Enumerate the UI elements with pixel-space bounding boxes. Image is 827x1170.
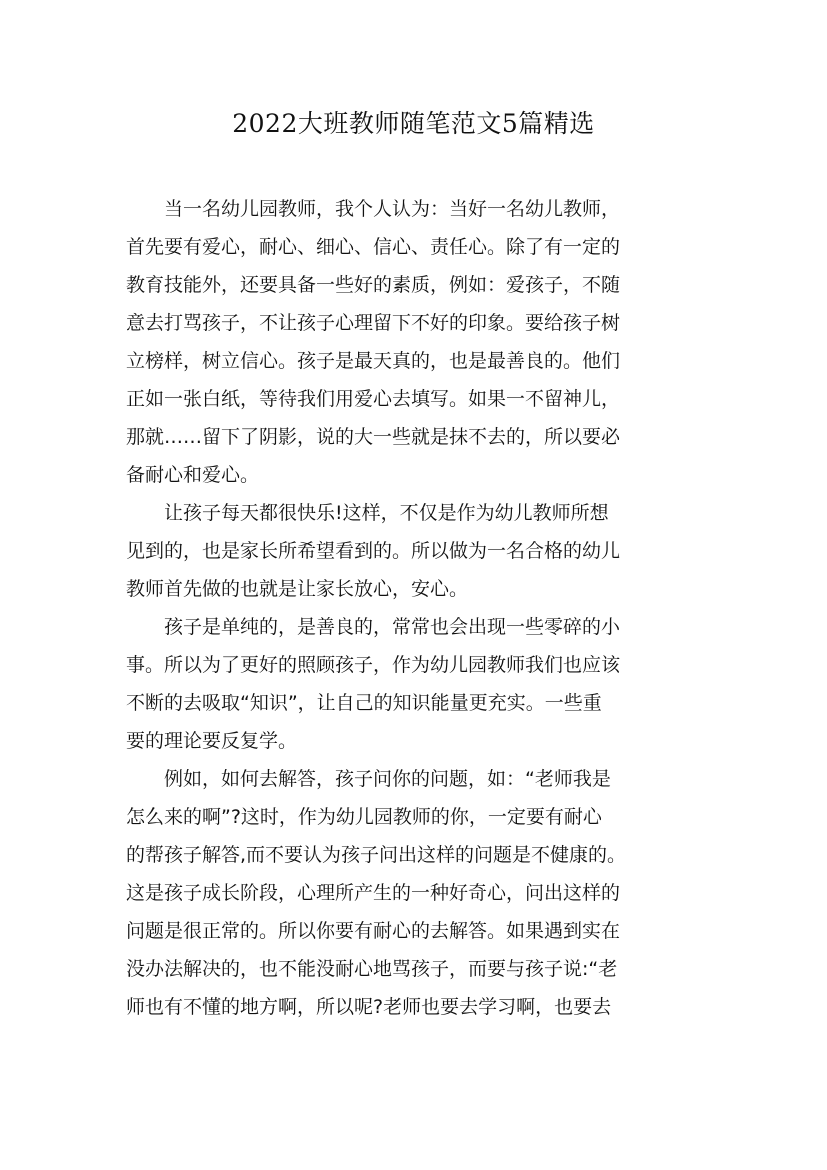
paragraph-line: 例如，如何去解答，孩子问你的问题，如：“老师我是 bbox=[164, 768, 611, 790]
paragraph-line: 问题是很正常的。所以你要有耐心的去解答。如果遇到实在 bbox=[126, 920, 621, 942]
paragraph-line: 这是孩子成长阶段，心理所产生的一种好奇心，问出这样的 bbox=[126, 882, 621, 904]
paragraph-line: 师也有不懂的地方啊，所以呢?老师也要去学习啊，也要去 bbox=[126, 996, 612, 1018]
paragraph-1 bbox=[126, 190, 704, 494]
paragraph-3 bbox=[126, 608, 704, 760]
paragraph-line: 正如一张白纸，等待我们用爱心去填写。如果一不留神儿， bbox=[126, 388, 621, 410]
paragraph-line: 没办法解决的，也不能没耐心地骂孩子，而要与孩子说:“老 bbox=[126, 958, 618, 980]
paragraph-line: 当一名幼儿园教师，我个人认为：当好一名幼儿教师， bbox=[164, 198, 621, 220]
paragraph-line: 那就……留下了阴影，说的大一些就是抹不去的，所以要必 bbox=[126, 426, 621, 448]
paragraph-line: 让孩子每天都很快乐!这样，不仅是作为幼儿教师所想 bbox=[164, 502, 609, 524]
paragraph-line: 见到的，也是家长所希望看到的。所以做为一名合格的幼儿 bbox=[126, 540, 621, 562]
paragraph-line: 首先要有爱心，耐心、细心、信心、责任心。除了有一定的 bbox=[126, 236, 621, 258]
paragraph-line: 要的理论要反复学。 bbox=[126, 730, 298, 752]
paragraph-line: 事。所以为了更好的照顾孩子，作为幼儿园教师我们也应该 bbox=[126, 654, 621, 676]
document-body bbox=[126, 190, 704, 1026]
paragraph-line: 教育技能外，还要具备一些好的素质，例如：爱孩子，不随 bbox=[126, 274, 621, 296]
paragraph-line: 不断的去吸取“知识”，让自己的知识能量更充实。一些重 bbox=[126, 692, 602, 714]
paragraph-line: 教师首先做的也就是让家长放心，安心。 bbox=[126, 578, 469, 600]
paragraph-line: 立榜样，树立信心。孩子是最天真的，也是最善良的。他们 bbox=[126, 350, 621, 372]
paragraph-4 bbox=[126, 760, 704, 1026]
paragraph-line: 意去打骂孩子，不让孩子心理留下不好的印象。要给孩子树 bbox=[126, 312, 621, 334]
paragraph-line: 怎么来的啊”?这时，作为幼儿园教师的你，一定要有耐心 bbox=[126, 806, 602, 828]
document-title: 2022大班教师随笔范文5篇精选 bbox=[232, 109, 595, 138]
paragraph-2 bbox=[126, 494, 704, 608]
paragraph-line: 孩子是单纯的，是善良的，常常也会出现一些零碎的小 bbox=[164, 616, 621, 638]
paragraph-line: 的帮孩子解答,而不要认为孩子问出这样的问题是不健康的。 bbox=[126, 844, 627, 866]
paragraph-line: 备耐心和爱心。 bbox=[126, 464, 260, 486]
